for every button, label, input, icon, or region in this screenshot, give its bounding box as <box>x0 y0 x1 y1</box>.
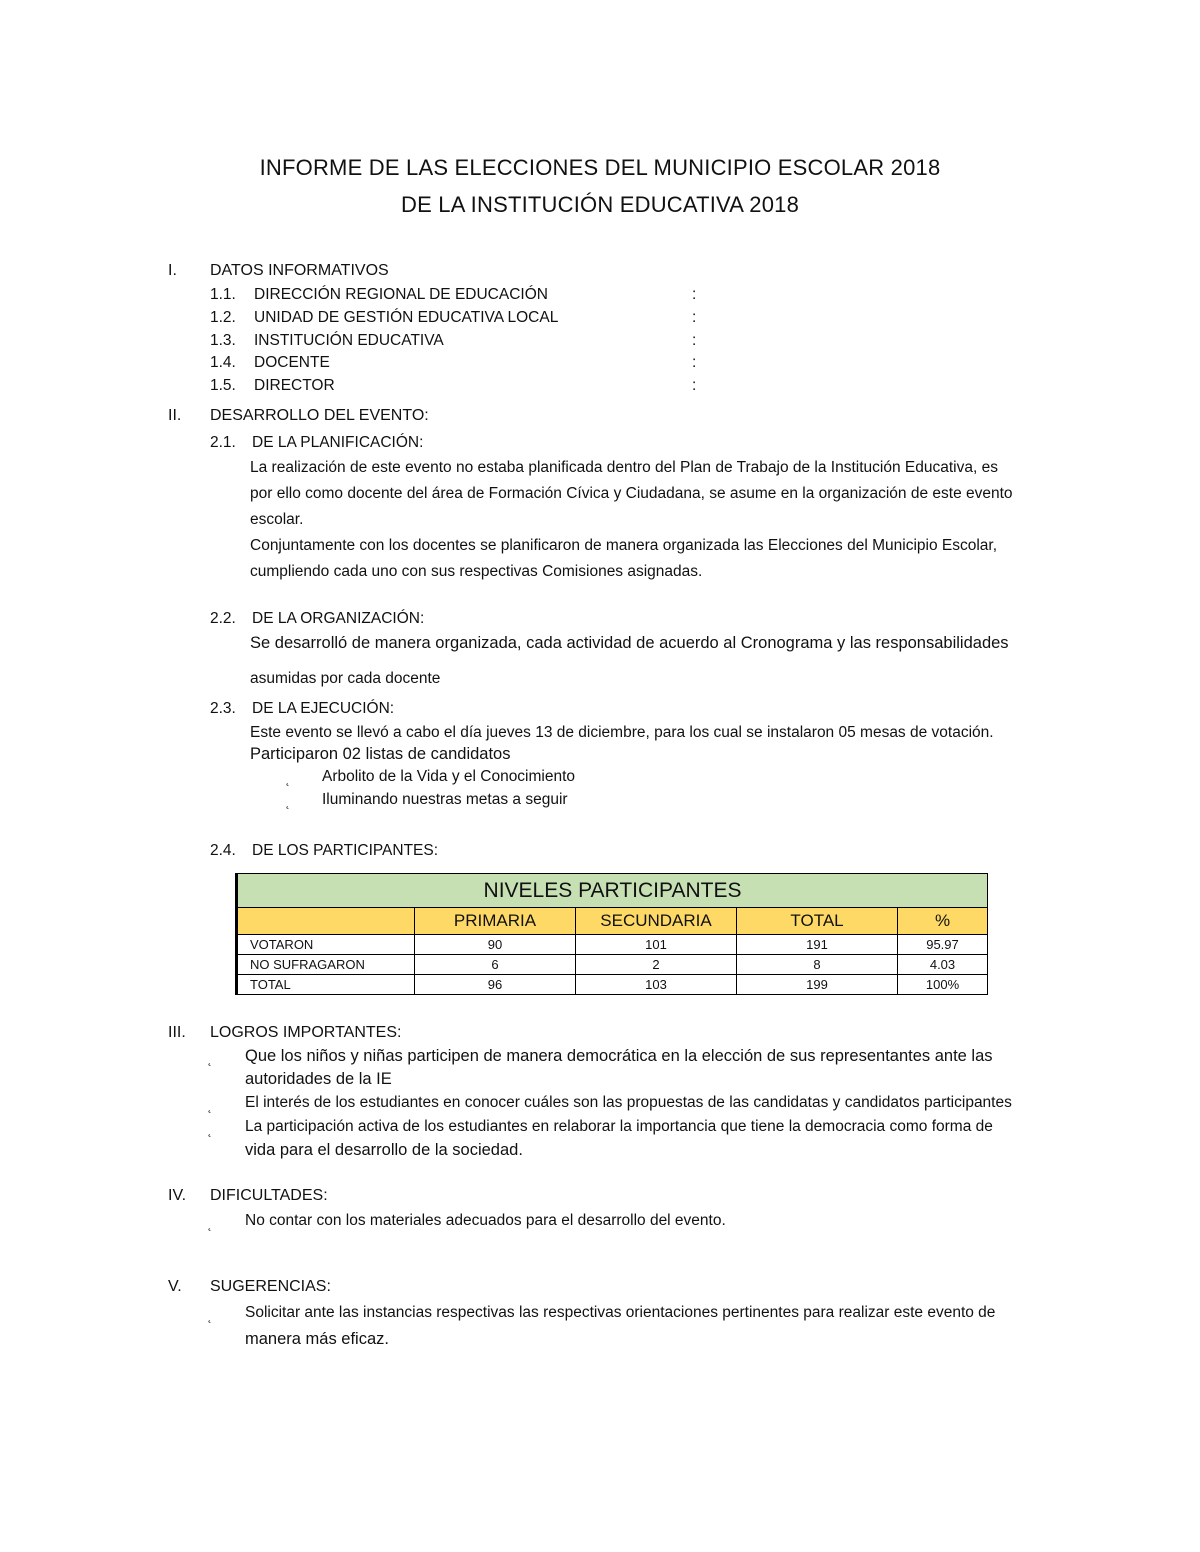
list-item-candidate-2: Iluminando nuestras metas a seguir <box>322 791 568 808</box>
item-1-1-colon: : <box>692 286 697 303</box>
participants-table <box>235 873 988 995</box>
bullet-icon: ˛ <box>286 795 290 809</box>
item-1-3-colon: : <box>692 332 697 349</box>
subsection-2-1-number: 2.1. <box>210 434 236 451</box>
bullet-icon: ˛ <box>286 772 290 786</box>
table-cell: 191 <box>737 935 898 955</box>
item-1-5-colon: : <box>692 377 697 394</box>
logro-line-4: La participación activa de los estudiantes en relaborar la importancia que tiene la democracia como forma de <box>245 1118 993 1135</box>
table-cell: 96 <box>415 975 576 995</box>
table-cell: 90 <box>415 935 576 955</box>
table-cell-label: NO SUFRAGARON <box>237 955 415 975</box>
document-title-line-1: INFORME DE LAS ELECCIONES DEL MUNICIPIO ESCOLAR 2018 <box>259 155 941 180</box>
subsection-2-4-heading: DE LOS PARTICIPANTES: <box>252 842 439 859</box>
table-cell: 199 <box>737 975 898 995</box>
logro-line-1: Que los niños y niñas participen de manera democrática en la elección de sus representantes ante las <box>245 1047 993 1065</box>
planificacion-line-4: Conjuntamente con los docentes se planificaron de manera organizada las Elecciones del Municipio Escolar, <box>250 537 998 554</box>
logro-line-2: autoridades de la IE <box>245 1070 392 1088</box>
table-header-total: TOTAL <box>737 908 898 935</box>
table-cell: 6 <box>415 955 576 975</box>
sugerencia-line-1: Solicitar ante las instancias respectivas las respectivas orientaciones pertinentes para realizar este evento de <box>245 1304 996 1321</box>
table-row <box>237 955 988 975</box>
subsection-2-4-number: 2.4. <box>210 842 236 859</box>
item-1-4-colon: : <box>692 354 697 371</box>
item-1-4-number: 1.4. <box>210 354 236 371</box>
section-5-number: V. <box>168 1278 182 1295</box>
table-cell: 101 <box>576 935 737 955</box>
table-cell: 8 <box>737 955 898 975</box>
organizacion-line-1: Se desarrolló de manera organizada, cada actividad de acuerdo al Cronograma y las responsabilidades <box>250 634 1009 652</box>
bullet-icon: ˛ <box>208 1309 212 1323</box>
document-title-line-2: DE LA INSTITUCIÓN EDUCATIVA 2018 <box>400 192 800 217</box>
section-4-heading: DIFICULTADES: <box>210 1187 328 1204</box>
table-cell-label: VOTARON <box>237 935 415 955</box>
item-1-5-number: 1.5. <box>210 377 236 394</box>
item-1-3-number: 1.3. <box>210 332 236 349</box>
section-5-heading: SUGERENCIAS: <box>210 1278 331 1295</box>
item-1-2-number: 1.2. <box>210 309 236 326</box>
table-title: NIVELES PARTICIPANTES <box>237 874 988 908</box>
item-1-1-number: 1.1. <box>210 286 236 303</box>
list-item-candidate-1: Arbolito de la Vida y el Conocimiento <box>322 768 576 785</box>
table-header-secundaria: SECUNDARIA <box>576 908 737 935</box>
dificultad-line-1: No contar con los materiales adecuados para el desarrollo del evento. <box>245 1212 726 1229</box>
section-2-number: II. <box>168 407 182 424</box>
table-header-percent: % <box>898 908 988 935</box>
table-cell: 95.97 <box>898 935 988 955</box>
planificacion-line-5: cumpliendo cada uno con sus respectivas Comisiones asignadas. <box>250 563 703 580</box>
planificacion-line-2: por ello como docente del área de Formación Cívica y Ciudadana, se asume en la organización de este evento <box>250 485 1013 502</box>
table-header-cell <box>237 908 415 935</box>
section-4-number: IV. <box>168 1187 187 1204</box>
bullet-icon: ˛ <box>208 1217 212 1231</box>
section-3-number: III. <box>168 1024 186 1041</box>
table-cell: 4.03 <box>898 955 988 975</box>
table-cell: 2 <box>576 955 737 975</box>
table-cell-label: TOTAL <box>237 975 415 995</box>
organizacion-line-2: asumidas por cada docente <box>250 670 441 687</box>
ejecucion-line-1: Este evento se llevó a cabo el día jueves 13 de diciembre, para los cual se instalaron 05 mesas de votación. <box>250 724 994 741</box>
section-2-heading: DESARROLLO DEL EVENTO: <box>210 407 429 424</box>
item-1-2-label: UNIDAD DE GESTIÓN EDUCATIVA LOCAL <box>254 309 559 326</box>
subsection-2-2-number: 2.2. <box>210 610 236 627</box>
section-1-heading: DATOS INFORMATIVOS <box>210 262 389 279</box>
subsection-2-3-number: 2.3. <box>210 700 236 717</box>
planificacion-line-1: La realización de este evento no estaba planificada dentro del Plan de Trabajo de la Institución Educativa, es <box>250 459 998 476</box>
item-1-5-label: DIRECTOR <box>254 377 335 394</box>
table-cell: 103 <box>576 975 737 995</box>
logro-line-3: El interés de los estudiantes en conocer cuáles son las propuestas de las candidatas y candidatos participantes <box>245 1094 1012 1111</box>
sugerencia-line-2: manera más eficaz. <box>245 1330 389 1348</box>
logro-line-5: vida para el desarrollo de la sociedad. <box>245 1141 523 1159</box>
bullet-icon: ˛ <box>208 1099 212 1113</box>
subsection-2-2-heading: DE LA ORGANIZACIÓN: <box>252 610 425 627</box>
item-1-2-colon: : <box>692 309 697 326</box>
table-row <box>237 975 988 995</box>
section-1-number: I. <box>168 262 177 279</box>
subsection-2-3-heading: DE LA EJECUCIÓN: <box>252 700 395 717</box>
item-1-3-label: INSTITUCIÓN EDUCATIVA <box>254 332 444 349</box>
table-cell: 100% <box>898 975 988 995</box>
section-3-heading: LOGROS IMPORTANTES: <box>210 1024 402 1041</box>
item-1-1-label: DIRECCIÓN REGIONAL DE EDUCACIÓN <box>254 286 548 303</box>
ejecucion-line-2: Participaron 02 listas de candidatos <box>250 745 511 763</box>
table-header-primaria: PRIMARIA <box>415 908 576 935</box>
bullet-icon: ˛ <box>208 1123 212 1137</box>
planificacion-line-3: escolar. <box>250 511 304 528</box>
bullet-icon: ˛ <box>208 1052 212 1066</box>
table-row <box>237 935 988 955</box>
subsection-2-1-heading: DE LA PLANIFICACIÓN: <box>252 434 424 451</box>
item-1-4-label: DOCENTE <box>254 354 330 371</box>
